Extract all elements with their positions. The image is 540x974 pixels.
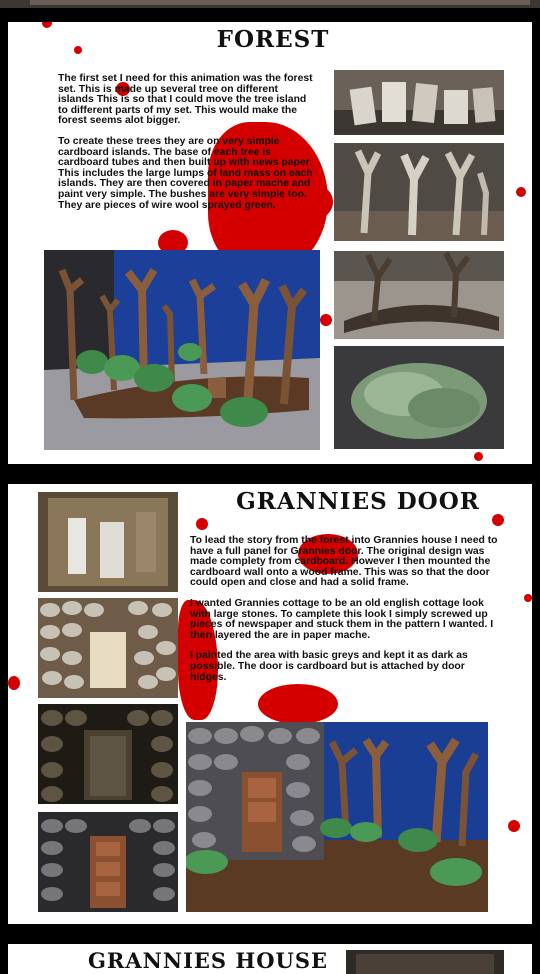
photo-wire-wool — [334, 346, 504, 449]
grannies-door-body — [190, 536, 500, 693]
forest-paragraph-2: To create these trees they are on very simple cardboard islands. The base of each tree is cardboard tubes and then built up with news paper. This includes the large lumps of land mass on each islands. They are then covered in paper mache and paint very simple. The bushes are very simple too. They are pieces of wire wool sprayed green. — [58, 135, 313, 211]
splatter — [8, 676, 20, 690]
door-paragraph-2: I wanted Grannies cottage to be an old english cottage look with large stones. To camplete this look I simply screwed up pieces of newspaper and stuck them in the pattern I wanted. I then layered the are in paper mache. — [190, 597, 494, 641]
splatter — [196, 518, 208, 530]
forest-page — [8, 22, 532, 464]
photo-cardboard-tubes — [334, 70, 504, 135]
photo-paper-mache-wall — [38, 704, 178, 804]
grannies-door-page — [8, 484, 532, 924]
previous-page-edge — [30, 0, 530, 5]
photo-painted-island — [334, 251, 504, 339]
forest-paragraph-1: The first set I need for this animation was the forest set. This is made up several tree on different islands This is so that I could move the tree island to different parts of my set. This would make the forest seems alot bigger. — [58, 73, 313, 127]
door-paragraph-1: To lead the story from the forest into Grannies house I need to have a full panel for Grannies door. The original design was made complety from cardboard. However I then mounted the cardboard wall onto a wood frame. This was so that the door could open and close and had a solid frame. — [190, 535, 498, 589]
splatter — [320, 314, 332, 326]
splatter — [474, 452, 483, 461]
forest-body — [58, 74, 314, 221]
grannies-house-title: GRANNIES HOUSE — [88, 948, 328, 973]
forest-title: FOREST — [216, 26, 330, 53]
splatter — [508, 820, 520, 832]
photo-paper-trees — [334, 143, 504, 241]
photo-forest-set — [44, 250, 320, 450]
photo-door-and-forest — [186, 722, 488, 912]
photo-painted-door — [38, 812, 178, 912]
splatter — [524, 594, 532, 602]
photo-grannies-house — [346, 950, 504, 974]
photo-newspaper-stones — [38, 598, 178, 698]
grannies-house-page — [8, 944, 532, 974]
grannies-door-title: GRANNIES DOOR — [236, 488, 480, 515]
splatter — [492, 514, 504, 526]
door-paragraph-3: I painted the area with basic greys and kept it as dark as possible. The door is cardboard but is attached by door hidges. — [190, 650, 468, 683]
top-strip — [0, 0, 540, 8]
splatter — [516, 187, 526, 197]
photo-cardboard-door — [38, 492, 178, 592]
